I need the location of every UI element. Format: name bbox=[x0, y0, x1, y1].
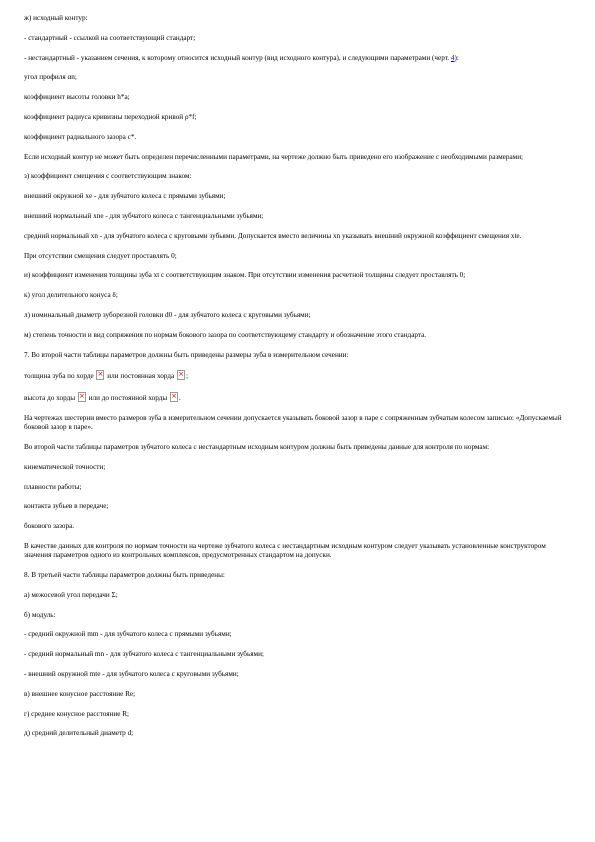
paragraph-tail: ; bbox=[186, 372, 189, 381]
paragraph-contour-drawing-note: Если исходный контур не может быть определен перечисленными параметрами, на чертеже должно быть приведено его изображение с необходимыми размерами; bbox=[24, 152, 524, 161]
paragraph-text: высота до хорды bbox=[24, 394, 76, 403]
paragraph-addendum-coefficient: коэффициент высоты головки h*a; bbox=[24, 93, 130, 102]
paragraph-mean-circumferential-module: - средний окружной mm - для зубчатого колеса с прямыми зубьями; bbox=[24, 630, 232, 639]
paragraph-tail: ): bbox=[454, 53, 459, 62]
broken-image-icon bbox=[78, 392, 86, 402]
paragraph-chord-thickness bbox=[24, 370, 572, 381]
paragraph-zero-shift: При отсутствии смещения следует проставлять 0; bbox=[24, 251, 177, 260]
paragraph-clearance-coefficient: коэффициент радиального зазора с*. bbox=[24, 132, 137, 141]
paragraph-mean-cone-distance: г) среднее конусное расстояние R; bbox=[24, 709, 130, 718]
paragraph-cutter-diameter: л) номинальный диаметр зуборезной головки d0 - для зубчатого колеса с круговыми зубьями; bbox=[24, 310, 311, 319]
paragraph-contact: контакта зубьев в передаче; bbox=[24, 502, 109, 511]
paragraph-mean-normal: средний нормальный xn - для зубчатого колеса с круговыми зубьями. Допускается вместо величины xn указывать внешний окружной коэффициент смещения xte. bbox=[24, 231, 522, 240]
paragraph-outer-cone-distance: в) внешнее конусное расстояние Re; bbox=[24, 689, 136, 698]
paragraph-shaft-angle: а) межосевой угол передачи Σ; bbox=[24, 590, 118, 599]
paragraph-external-circumferential: внешний окружной xe - для зубчатого колеса с прямыми зубьями; bbox=[24, 192, 226, 201]
paragraph-accuracy-grade: м) степень точности и вид сопряжения по нормам бокового зазора по соответствующему стандарту и обозначение этого стандарта. bbox=[24, 330, 427, 339]
paragraph-standard-contour: - стандартный - ссылкой на соответствующий стандарт; bbox=[24, 33, 196, 42]
paragraph-backlash-note: На чертежах шестерни вместо размеров зуба в измерительном сечении допускается указывать боковой зазор в паре с сопряженным зубчатым колесом записью: «Допускаемый боковой зазор в паре». bbox=[24, 413, 562, 432]
paragraph-pitch-cone-angle: к) угол делительного конуса δ; bbox=[24, 291, 118, 300]
broken-image-icon bbox=[177, 370, 185, 380]
paragraph-kinematic-accuracy: кинематической точности; bbox=[24, 462, 106, 471]
paragraph-fillet-coefficient: коэффициент радиуса кривизны переходной кривой ρ*f; bbox=[24, 112, 197, 121]
paragraph-mean-normal-module: - средний нормальный mn - для зубчатого колеса с тангенциальными зубьями; bbox=[24, 650, 264, 659]
paragraph-text: или постоянная хорда bbox=[107, 372, 175, 381]
paragraph-text: - нестандартный - указанием сечения, к которому относится исходный контур (вид исходного контура), и следующими параметрами (черт. bbox=[24, 53, 451, 62]
paragraph-smoothness: плавности работы; bbox=[24, 482, 82, 491]
paragraph-control-data: Во второй части таблицы параметров зубчатого колеса с нестандартным исходным контуром должны быть приведены данные для контроля по нормам: bbox=[24, 442, 490, 451]
paragraph-profile-angle: угол профиля αn; bbox=[24, 73, 77, 82]
paragraph-backlash: бокового зазора. bbox=[24, 522, 75, 531]
paragraph-control-complex: В качестве данных для контроля по нормам точности на чертеже зубчатого колеса с нестандартным исходным контуром следует указывать установленные конструктором значения параметров одного из контрольных комплексов, предусмотренных стандартом на допуски. bbox=[24, 541, 546, 560]
paragraph-tail: . bbox=[179, 394, 181, 403]
paragraph-shift-coefficient: з) коэффициент смещения с соответствующим знаком: bbox=[24, 172, 192, 181]
paragraph-section-7: 7. Во второй части таблицы параметров должны быть приведены размеры зуба в измерительном сечении: bbox=[24, 350, 349, 359]
paragraph-contour-heading: ж) исходный контур: bbox=[24, 14, 88, 22]
document-page bbox=[24, 14, 572, 749]
paragraph-thickness-coefficient: и) коэффициент изменения толщины зуба xt с соответствующим знаком. При отсутствии изменения расчетной толщины следует проставлять 0; bbox=[24, 271, 466, 280]
paragraph-text: или до постоянной хорды bbox=[88, 394, 168, 403]
paragraph-nonstandard-contour bbox=[24, 54, 572, 63]
paragraph-external-normal: внешний нормальный xne - для зубчатого колеса с тангенциальными зубьями; bbox=[24, 211, 264, 220]
figure-reference-link[interactable]: 4 bbox=[450, 53, 455, 62]
paragraph-chord-height bbox=[24, 392, 572, 403]
paragraph-mean-pitch-diameter: д) средний делительный диаметр d; bbox=[24, 729, 134, 738]
broken-image-icon bbox=[170, 392, 178, 402]
paragraph-text: толщина зуба по хорде bbox=[24, 372, 94, 381]
paragraph-module: б) модуль: bbox=[24, 610, 56, 619]
paragraph-external-module: - внешний окружной mte - для зубчатого колеса с круговыми зубьями; bbox=[24, 669, 239, 678]
broken-image-icon bbox=[96, 370, 104, 380]
paragraph-section-8: 8. В третьей части таблицы параметров должны быть приведены: bbox=[24, 570, 225, 579]
